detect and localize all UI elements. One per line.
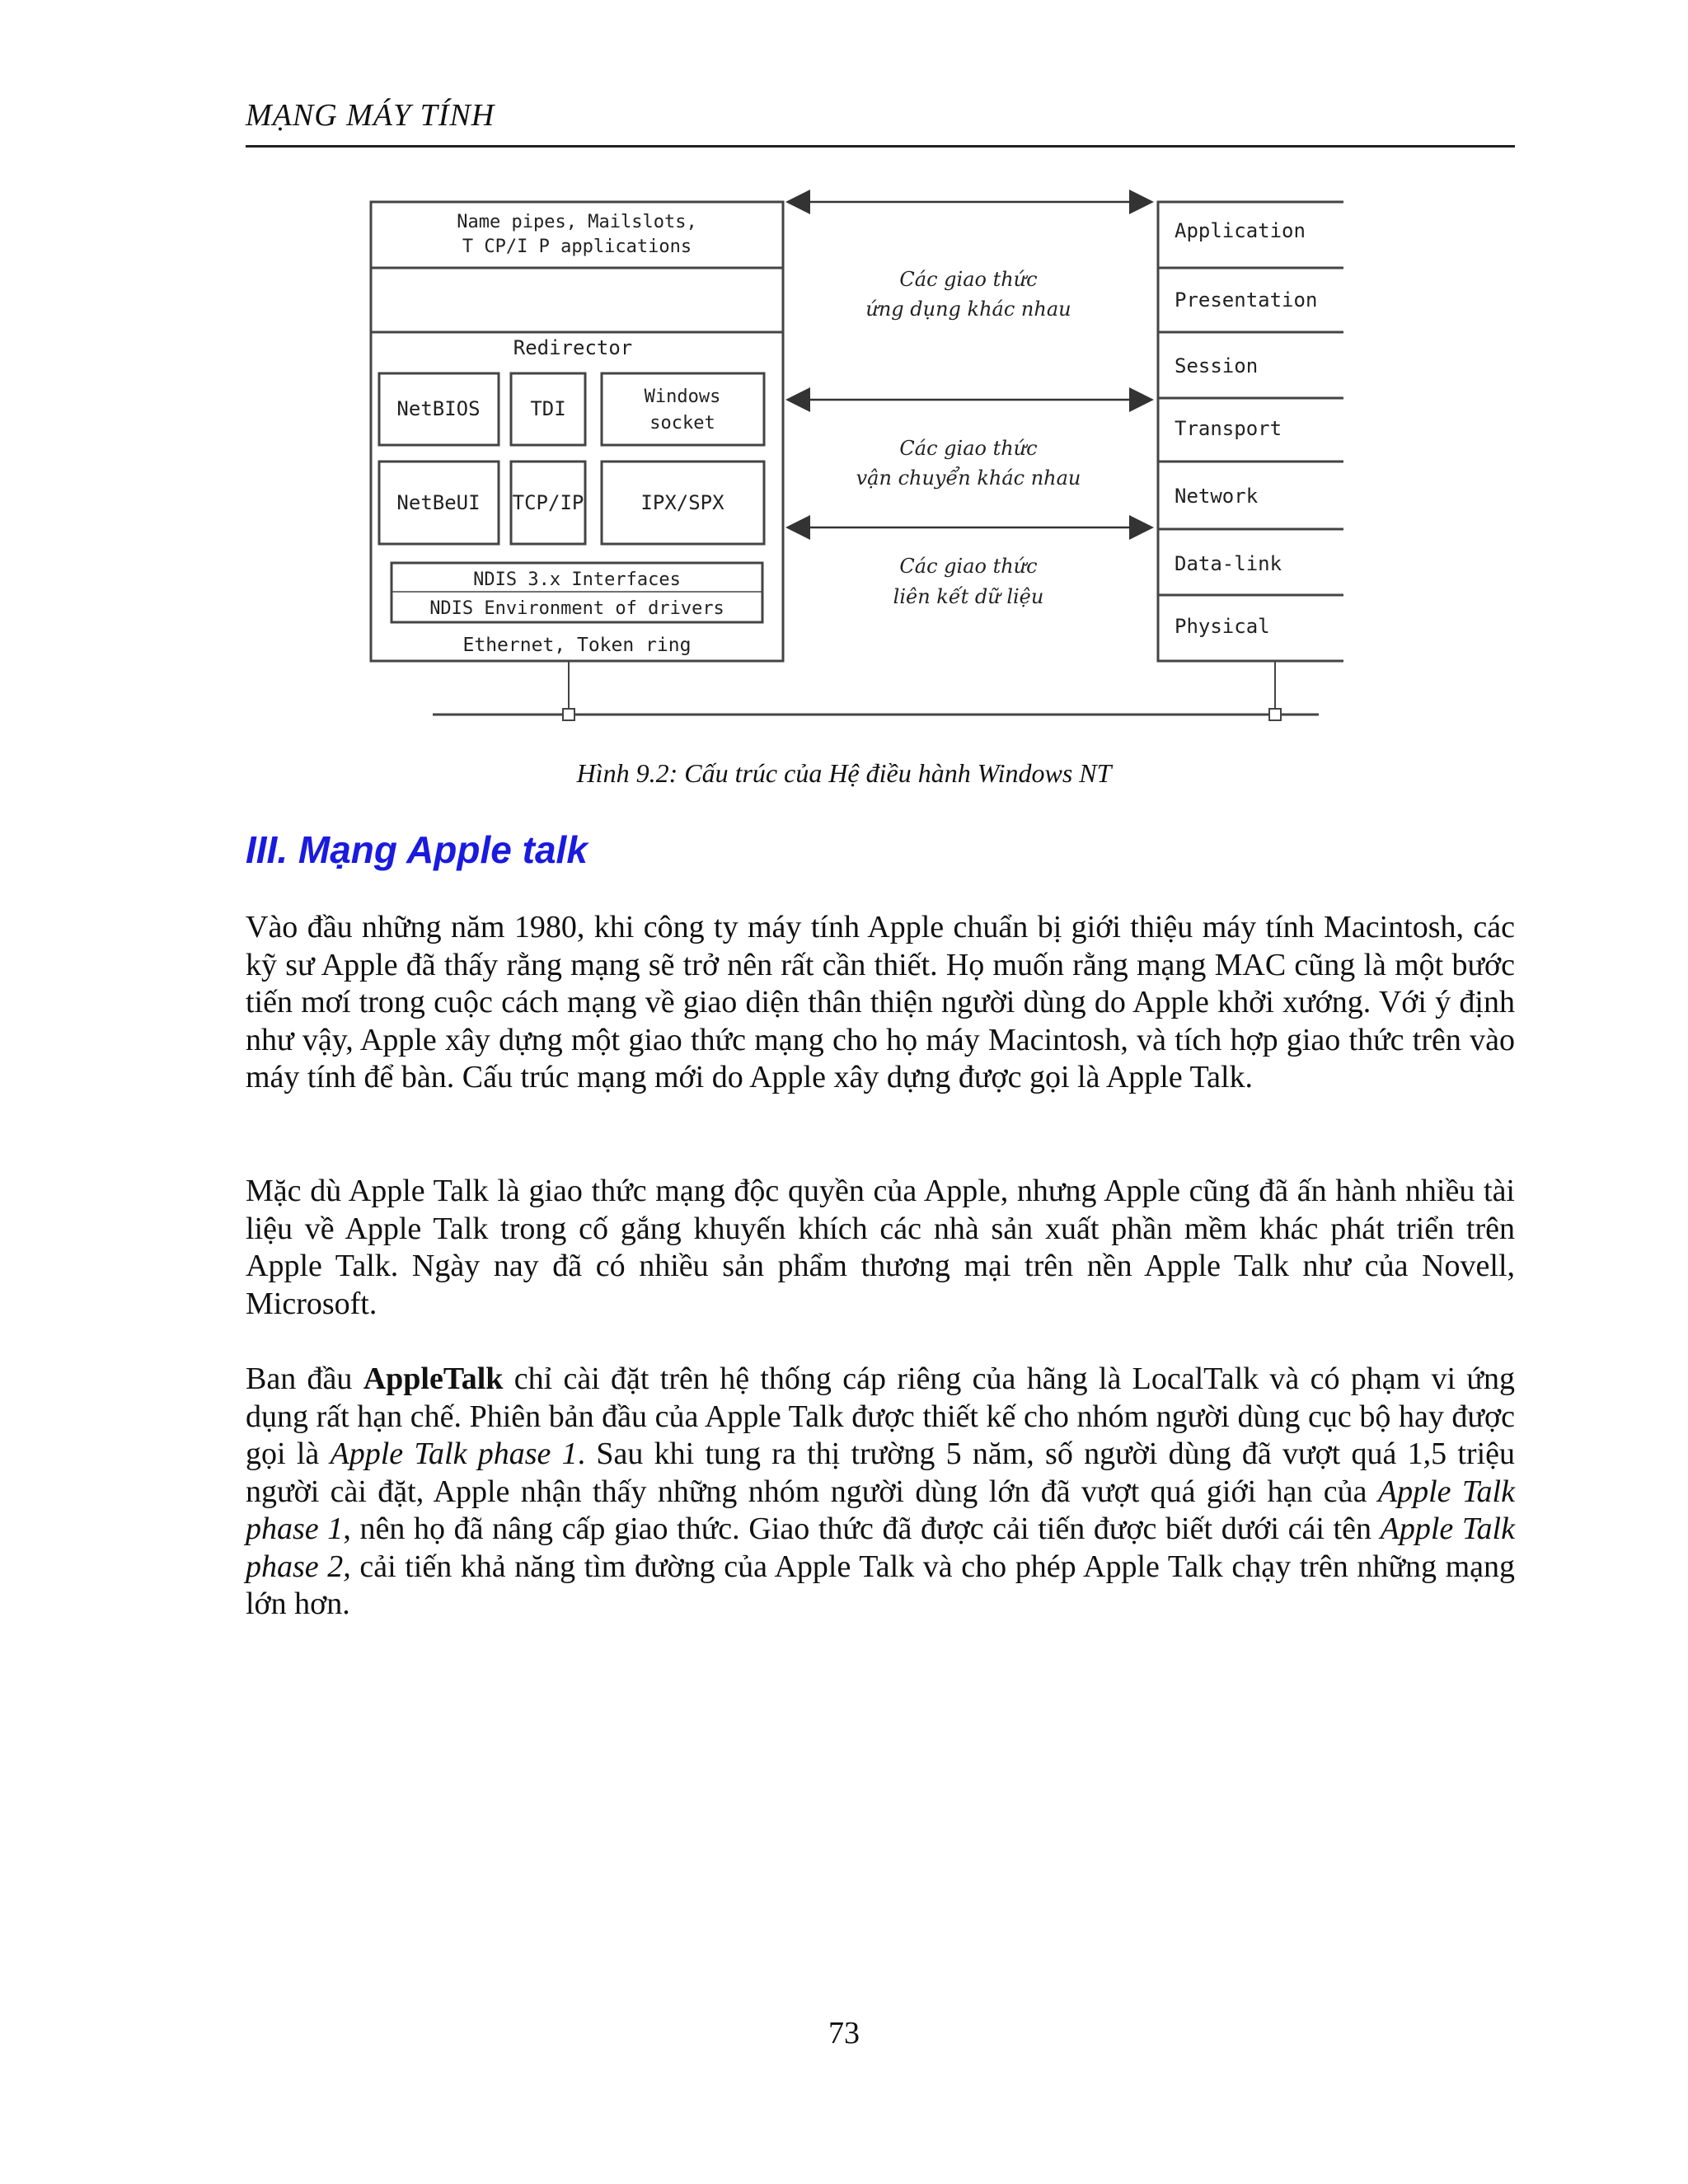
- p3-text: . Sau khi tung ra thị trường 5 năm, số người dùng đã vượt quá 1,5 triệu người cài đặt, Apple nhận thấy những nhóm người dùng lớn đã vượt quá giới hạn của: [246, 1436, 1516, 1509]
- middle-arrows: [790, 202, 1150, 608]
- phase1-italic: Apple Talk phase 1: [330, 1436, 578, 1471]
- p3-text: Ban đầu: [246, 1361, 363, 1396]
- app-protocols-line1: Các giao thức: [899, 268, 1038, 291]
- paragraph-1: Vào đầu những năm 1980, khi công ty máy tính Apple chuẩn bị giới thiệu máy tính Macintosh, các kỹ sư Apple đã thấy rằng mạng sẽ trở nên rất cần thiết. Họ muốn rằng mạng MAC cũng là một bước tiến mơí trong cuộc cách mạng về giao diện thân thiện người dùng do Apple khởi xướng. Với ý định như vậy, Apple xây dựng một giao thức mạng cho họ máy Macintosh, và tích hợp giao thức trên vào máy tính để bàn. Cấu trúc mạng mới do Apple xây dựng được gọi là Apple Talk.: [246, 910, 1515, 1094]
- ndis-environment-label: NDIS Environment of drivers: [429, 598, 724, 619]
- p3-text: cải tiến khả năng tìm đường của Apple Talk và cho phép Apple Talk chạy trên những mạng lớn hơn.: [246, 1549, 1515, 1621]
- osi-stack: [1158, 202, 1343, 661]
- osi-transport: Transport: [1175, 417, 1282, 440]
- windows-nt-architecture-diagram: [354, 190, 1343, 742]
- network-bus: [433, 661, 1319, 720]
- transport-protocols-line1: Các giao thức: [899, 437, 1038, 460]
- link-protocols-line2: liên kết dữ liệu: [893, 585, 1044, 608]
- app-protocols-line2: ứng dụng khác nhau: [865, 298, 1071, 321]
- name-pipes-label: Name pipes, Mailslots,: [457, 212, 697, 232]
- phase2-italic: Apple Talk phase 2,: [246, 1511, 1515, 1584]
- osi-application: Application: [1175, 219, 1306, 242]
- osi-network: Network: [1175, 485, 1259, 508]
- tcpip-applications-label: T CP/I P applications: [462, 237, 692, 257]
- link-protocols-line1: Các giao thức: [899, 555, 1038, 578]
- running-header: MẠNG MÁY TÍNH: [246, 98, 495, 133]
- page-number: 73: [828, 2016, 860, 2050]
- ndis-interfaces-label: NDIS 3.x Interfaces: [473, 569, 681, 590]
- windows-socket-box: [602, 373, 764, 445]
- osi-physical: Physical: [1175, 615, 1270, 638]
- tdi-label: TDI: [530, 397, 566, 420]
- paragraph-2: Mặc dù Apple Talk là giao thức mạng độc quyền của Apple, nhưng Apple cũng đã ấn hành nhiều tài liệu về Apple Talk trong cố gắng khuyến khích các nhà sản xuất phần mềm khác phát triển trên Apple Talk. Ngày nay đã có nhiều sản phẩm thương mại trên nền Apple Talk như của Novell, Microsoft.: [246, 1174, 1515, 1321]
- socket-label: socket: [649, 413, 715, 434]
- p3-text: chỉ cài đặt trên hệ thống cáp riêng của hãng là LocalTalk và có phạm vi ứng dụng rất hạn chế. Phiên bản đầu của Apple Talk được thiết kế cho nhóm người dùng cục bộ hay được gọi là: [246, 1361, 1515, 1471]
- figure-caption: Hình 9.2: Cấu trúc của Hệ điều hành Windows NT: [576, 758, 1112, 788]
- section-title: III. Mạng Apple talk: [246, 828, 588, 871]
- ethernet-token-ring-label: Ethernet, Token ring: [462, 635, 692, 656]
- phase1-italic: Apple Talk phase 1: [246, 1474, 1515, 1546]
- p3-text: , nên họ đã nâng cấp giao thức. Giao thức đã được cải tiến được biết dưới cái tên: [343, 1511, 1381, 1546]
- osi-presentation: Presentation: [1175, 288, 1318, 312]
- osi-data-link: Data-link: [1175, 552, 1282, 575]
- appletalk-bold: AppleTalk: [363, 1361, 504, 1396]
- transport-protocols-line2: vận chuyển khác nhau: [856, 466, 1081, 490]
- netbios-label: NetBIOS: [396, 397, 481, 420]
- windows-label: Windows: [644, 387, 721, 407]
- header-rule: [246, 145, 1515, 148]
- paragraph-3: [246, 1361, 1515, 1624]
- ipxspx-label: IPX/SPX: [640, 491, 724, 514]
- redirector-label: Redirector: [513, 336, 633, 359]
- left-stack: [371, 202, 783, 661]
- tcpip-label: TCP/IP: [512, 491, 584, 514]
- osi-session: Session: [1175, 354, 1259, 377]
- netbeui-label: NetBeUI: [396, 491, 481, 514]
